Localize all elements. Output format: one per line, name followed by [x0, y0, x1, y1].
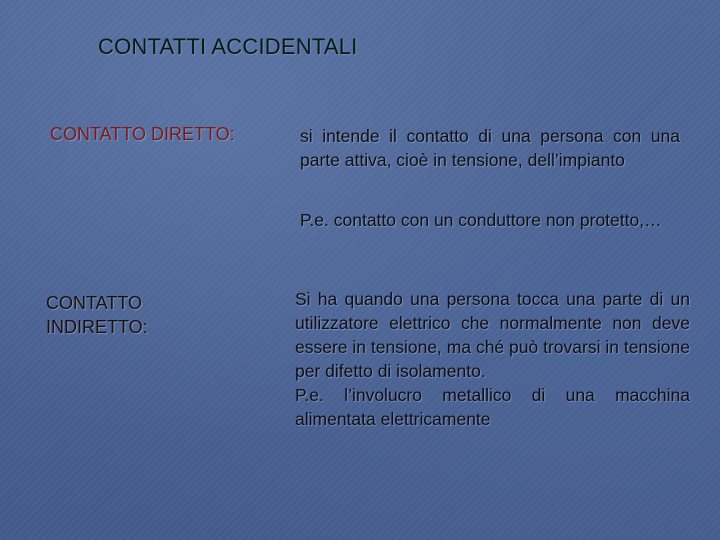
indirect-contact-definition: Si ha quando una persona tocca una parte di un utilizzatore elettrico che normalmente non deve essere in tensione, ma ché può trovarsi in tensione per difetto di isolamento.: [295, 289, 690, 381]
direct-contact-example: P.e. contatto con un conduttore non protetto,…: [300, 210, 662, 230]
indirect-contact-label: CONTATTO INDIRETTO:: [46, 293, 148, 337]
indirect-contact-text-block: [295, 287, 690, 431]
direct-contact-label: CONTATTO DIRETTO:: [50, 124, 235, 144]
slide-title: CONTATTI ACCIDENTALI: [98, 34, 358, 59]
indirect-contact-example: P.e. l’involucro metallico di una macchina alimentata elettricamente: [295, 385, 690, 429]
direct-contact-definition: si intende il contatto di una persona con una parte attiva, cioè in tensione, dell’impianto: [300, 126, 680, 170]
